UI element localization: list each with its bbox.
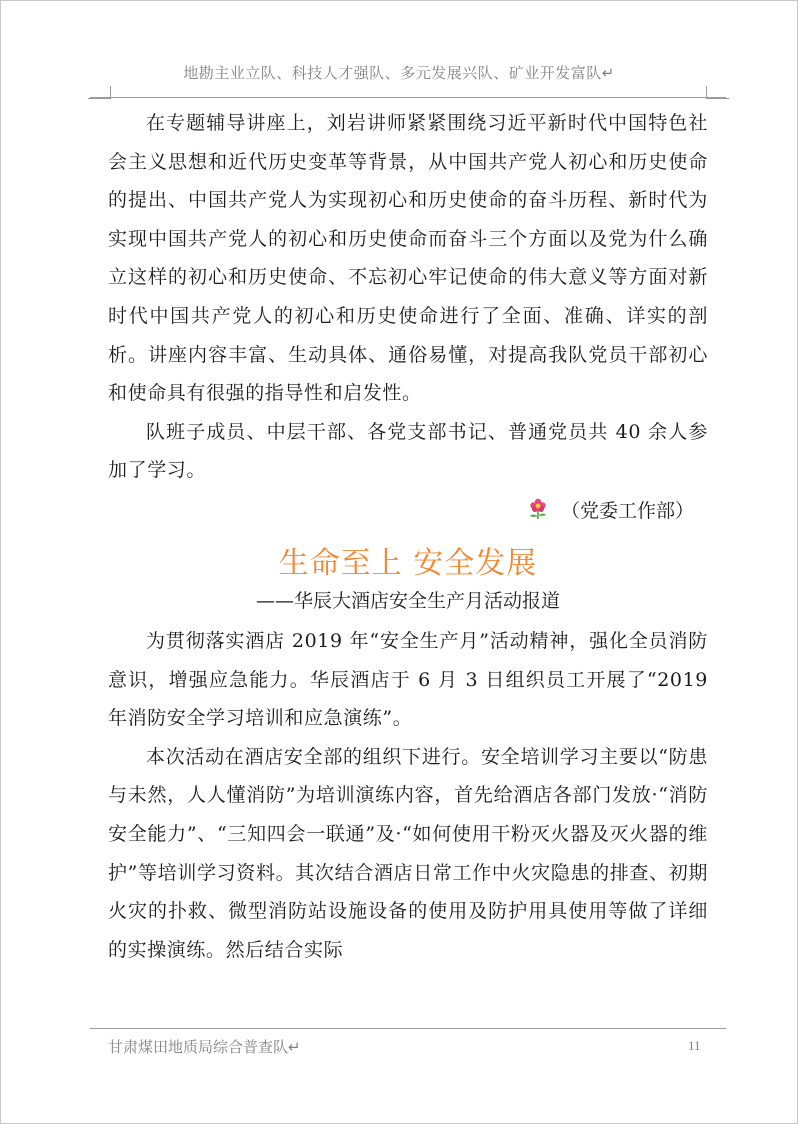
page-footer: 甘肃煤田地质局综合普查队↵ — [108, 1038, 301, 1056]
article1-paragraph-2: 队班子成员、中层干部、各党支部书记、普通党员共 40 余人参加了学习。 — [108, 420, 708, 482]
department-name: （党委工作部） — [560, 499, 694, 522]
page-number: 11 — [688, 1038, 701, 1053]
article2-subtitle: ——华辰大酒店安全生产月活动报道 — [255, 589, 560, 612]
article2-paragraph-1: 为贯彻落实酒店 2019 年“安全生产月”活动精神，强化全员消防意识，增强应急能力。华辰酒店于 6 月 3 日组织员工开展了“2019 年消防安全学习培训和应急演练”。 — [108, 629, 708, 730]
footer-rule — [90, 1028, 726, 1029]
flower-icon — [525, 498, 551, 520]
article1-paragraph-1: 在专题辅导讲座上，刘岩讲师紧紧围绕习近平新时代中国特色社会主义思想和近代历史变革等背景，从中国共产党人初心和历史使命的提出、中国共产党人为实现初心和历史使命的奋斗历程、新时代为实现中国共产党人的初心和历史使命而奋斗三个方面以及党为什么确立这样的初心和历史使命、不忘初心牢记使命的伟大意义等方面对新时代中国共产党人的初心和历史使命进行了全面、准确、详实的剖析。讲座内容丰富、生动具体、通俗易懂，对提高我队党员干部初心和使命具有很强的指导性和启发性。 — [108, 112, 708, 405]
article2-title: 生命至上 安全发展 — [278, 545, 538, 581]
header-rule — [90, 97, 726, 98]
document-body — [108, 104, 708, 969]
page-header: 地勘主业立队、科技人才强队、多元发展兴队、矿业开发富队↵ — [183, 64, 615, 82]
department-signature — [108, 492, 708, 530]
article2-paragraph-2: 本次活动在酒店安全部的组织下进行。安全培训学习主要以“防患与未然，人人懂消防”为培训演练内容，首先给酒店各部门发放·“消防安全能力”、“三知四会一联通”及·“如何使用干粉灭火器及灭火器的维护”等培训学习资料。其次结合酒店日常工作中火灾隐患的排查、初期火灾的扑救、微型消防站设施设备的使用及防护用具使用等做了详细的实操演练。然后结合实际 — [108, 745, 708, 961]
